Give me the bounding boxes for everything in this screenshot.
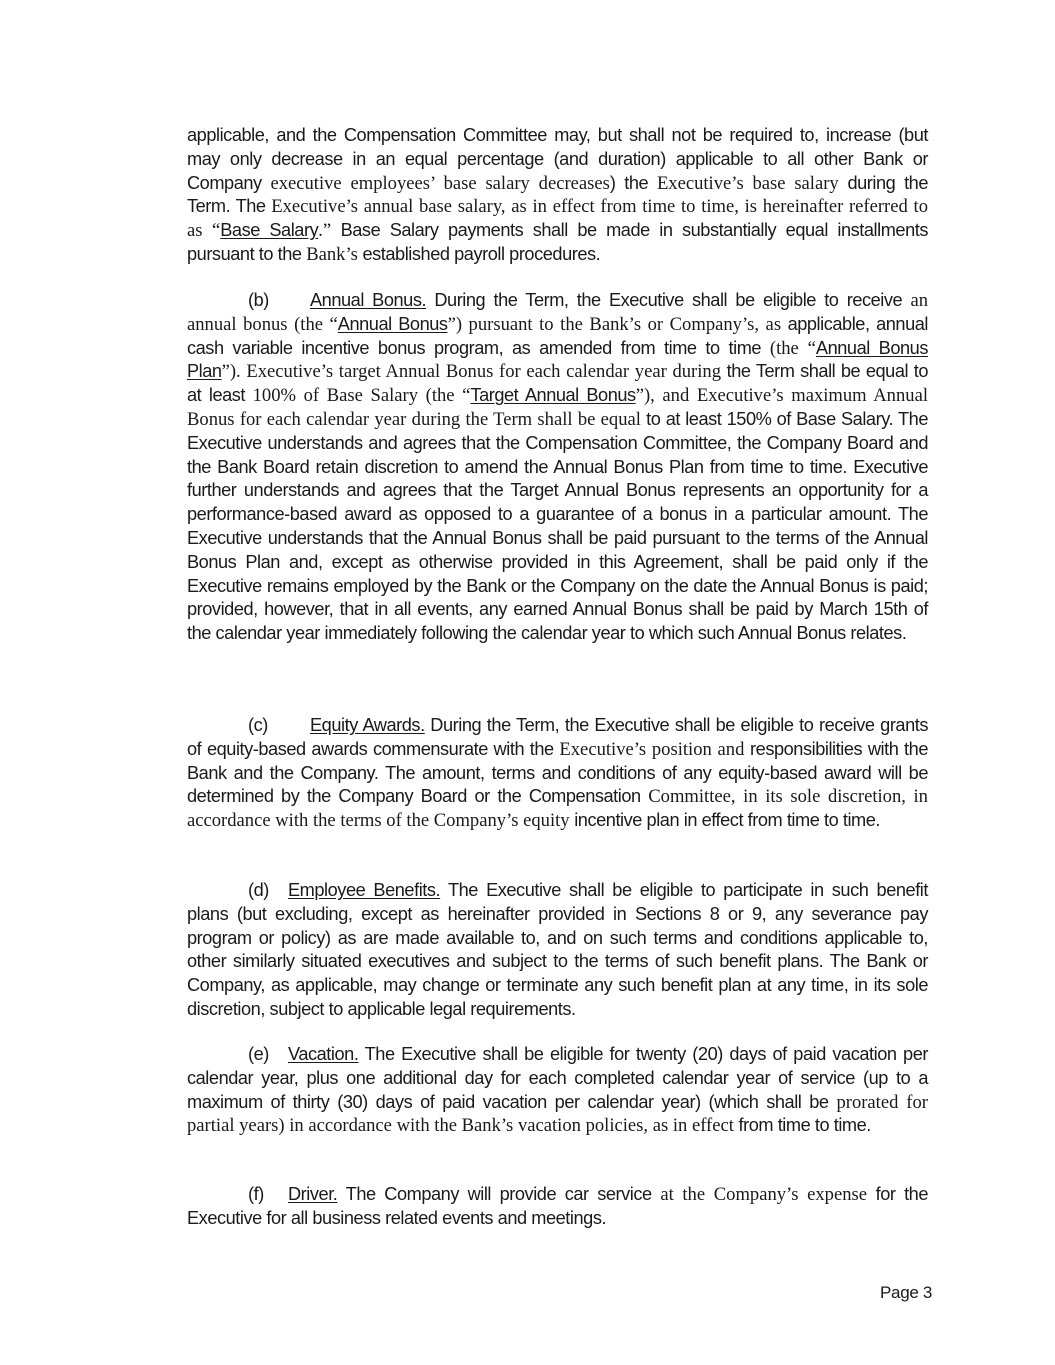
section-label: (b) (248, 290, 269, 310)
page-number: Page 3 (880, 1283, 933, 1302)
section-heading: Vacation. (288, 1044, 359, 1064)
paragraph-base-salary: applicable, and the Compensation Committee may, but shall not be required to, increase (but may only decrease in an equal percentage (and duration) applicable to all other Bank or Company executive employees’ base salary decreases) the Executive’s base salary during the Term. The Executive’s annual base salary, as in effect from time to time, is hereinafter referred to as “Base Salary.” Base Salary payments shall be made in substantially equal installments pursuant to the Bank’s established payroll procedures. (187, 125, 929, 265)
section-f-driver: (f) Driver. The Company will provide car service at the Company’s expense for the Executive for all business related events and meetings. (187, 1184, 928, 1228)
section-label: (f) (248, 1184, 264, 1204)
section-label: (c) (248, 715, 268, 735)
section-label: (e) (248, 1044, 269, 1064)
defined-term-base-salary: Base Salary (220, 220, 319, 241)
section-d-employee-benefits: (d) Employee Benefits. The Executive shall be eligible to participate in such benefit plans (but excluding, except as hereinafter provided in Sections 8 or 9, any severance pay program or policy) as are made available to, and on such terms and conditions applicable to, other similarly situated executives and subject to the terms of such benefit plans. The Bank or Company, as applicable, may change or terminate any such benefit plan at any time, in its sole discretion, subject to applicable legal requirements. (187, 880, 929, 1019)
defined-term-target-annual-bonus: Target Annual Bonus (470, 385, 636, 406)
section-heading: Equity Awards. (310, 715, 425, 735)
section-e-vacation: (e) Vacation. The Executive shall be eligible for twenty (20) days of paid vacation per calendar year, plus one additional day for each completed calendar year of service (up to a maximum of thirty (30) days of paid vacation per calendar year) (which shall be prorated for partial years) in accordance with the Bank’s vacation policies, as in effect from time to time. (187, 1044, 928, 1137)
section-b-annual-bonus: (b) Annual Bonus. During the Term, the Executive shall be eligible to receive an annual bonus (the “Annual Bonus”) pursuant to the Bank’s or Company’s, as applicable, annual cash variable incentive bonus program, as amended from time to time (the “Annual Bonus Plan”). Executive’s target Annual Bonus for each calendar year during the Term shall be equal to at least 100% of Base Salary (the “Target Annual Bonus”), and Executive’s maximum Annual Bonus for each calendar year during the Term shall be equal to at least 150% of Base Salary. The Executive understands and agrees that the Compensation Committee, the Company Board and the Bank Board retain discretion to amend the Annual Bonus Plan from time to time. Executive further understands and agrees that the Target Annual Bonus represents an opportunity for a performance-based award as opposed to a guarantee of a bonus in a particular amount. The Executive understands that the Annual Bonus shall be paid pursuant to the terms of the Annual Bonus Plan and, except as otherwise provided in this Agreement, shall be paid only if the Executive remains employed by the Bank or the Company on the date the Annual Bonus is paid; provided, however, that in all events, any earned Annual Bonus shall be paid by March 15th of the calendar year immediately following the calendar year to which such Annual Bonus relates. (187, 290, 929, 644)
defined-term-annual-bonus: Annual Bonus (337, 313, 448, 334)
section-c-equity-awards: (c) Equity Awards. During the Term, the Executive shall be eligible to receive grants of equity-based awards commensurate with the Executive’s position and responsibilities with the Bank and the Company. The amount, terms and conditions of any equity-based award will be determined by the Company Board or the Compensation Committee, in its sole discretion, in accordance with the terms of the Company’s equity incentive plan in effect from time to time. (187, 715, 929, 832)
section-label: (d) (248, 880, 269, 900)
defined-term-annual-bonus-plan: Annual Bonus Plan (187, 337, 928, 382)
section-heading: Driver. (288, 1184, 338, 1204)
section-heading: Employee Benefits. (288, 880, 441, 900)
section-heading: Annual Bonus. (310, 290, 427, 310)
